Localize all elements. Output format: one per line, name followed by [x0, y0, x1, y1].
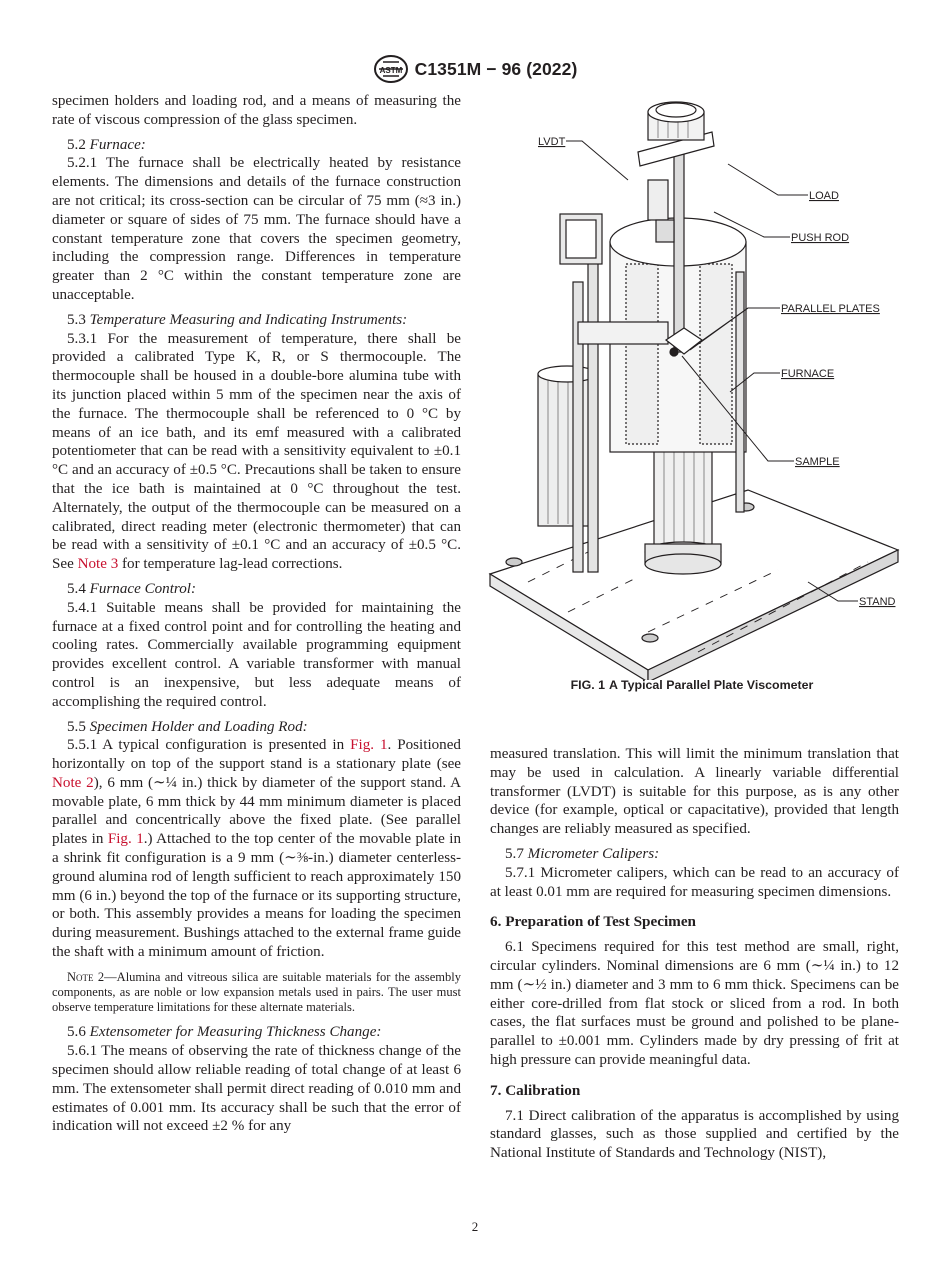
section-heading-5-4: 5.4 Furnace Control:: [67, 580, 196, 597]
astm-logo-icon: [373, 54, 409, 84]
label-load: LOAD: [809, 190, 839, 202]
label-stand: STAND: [859, 596, 896, 608]
left-column: [52, 92, 461, 1142]
viscometer-figure: [478, 92, 910, 680]
note-2-link[interactable]: Note 2: [52, 774, 94, 791]
heading-7: 7. Calibration: [490, 1081, 581, 1099]
page-header: [0, 52, 950, 86]
section-heading-5-7: 5.7 Micrometer Calipers:: [505, 845, 660, 862]
section-heading-5-3: 5.3 Temperature Measuring and Indicating Instruments:: [67, 311, 408, 328]
fig-1-link[interactable]: Fig. 1: [107, 831, 144, 848]
fig-1-link[interactable]: Fig. 1: [350, 737, 388, 754]
paragraph-5-3-1: 5.3.1 For the measurement of temperature, there shall be provided a calibrated Type K, R, or S thermocouple. The thermocouple shall be housed in a double-bore alumina tube with its junction placed within 5 mm of the specimen near the axis of the furnace. The thermocouple shall be referenced to 0 °C by means of an ice bath, and its emf measured with a calibrated potentiometer that can be read with a sensitivity equivalent to ±0.1 °C and an accuracy of ±0.5 °C. Precautions shall be taken to ensure that the ice bath is maintained at 0 °C throughout the test. Alternately, the output of the thermocouple can be measured on a calibrated, direct reading meter (electronic thermometer) that can be read with a sensitivity of ±0.1 °C and an accuracy of ±0.5 °C. See Note 3 for temperature lag-lead corrections.: [52, 330, 461, 573]
paragraph-5-6-1: 5.6.1 The means of observing the rate of thickness change of the specimen should allow reliable reading of total change of at least 6 mm. The extensometer shall permit direct reading of 0.010 mm and estimates of 0.001 mm. Its accuracy shall be such that the error of indication will not exceed ±2 % for any: [52, 1043, 461, 1135]
label-lvdt: LVDT: [538, 136, 566, 148]
label-push-rod: PUSH ROD: [791, 232, 850, 244]
paragraph-5-2-1: 5.2.1 The furnace shall be electrically heated by resistance elements. The dimensions and details of the furnace construction are not critical; its cross-section can be circular of 75 mm (≈3 in.) diameter or square of sides of 75 mm. The furnace should have a constant temperature zone that covers the specimen geometry, including the compression range. Differences in temperature greater than 2 °C within the constant temperature zone are unacceptable.: [52, 155, 461, 303]
paragraph-6-1: 6.1 Specimens required for this test method are small, right, circular cylinders. Nominal dimensions are 6 mm (∼¼ in.) to 12 mm (∼½ in.) diameter and 3 mm to 6 mm thick. Specimens can be either core-drilled from flat stock or sliced from a rod. In both cases, the flat surfaces must be ground and polished to be plane-parallel to ±0.001 mm. Cylinders made by dry pressing of frit at high pressure can provide meaningful data.: [490, 939, 899, 1068]
label-sample: SAMPLE: [795, 456, 840, 468]
label-furnace: FURNACE: [781, 368, 835, 380]
page-number: 2: [471, 1219, 479, 1234]
paragraph-5-4-1: 5.4.1 Suitable means shall be provided for maintaining the furnace at a fixed control point and for controlling the heating and cooling rates. Commercially available programming equipment provides excellent control. A variable transformer with manual control is an inexpensive, but less adequate means of accomplishing the required control.: [52, 599, 461, 710]
paragraph: specimen holders and loading rod, and a means of measuring the rate of viscous compression of the glass specimen.: [52, 93, 461, 128]
document-designation: C1351M − 96 (2022): [414, 58, 578, 79]
right-column: [490, 745, 899, 1169]
svg-text:ASTM: ASTM: [379, 66, 402, 75]
section-heading-5-6: 5.6 Extensometer for Measuring Thickness Change:: [67, 1024, 382, 1041]
note-2: Note 2—Alumina and vitreous silica are suitable materials for the assembly components, as are noble or low expansion metals used in pairs. The user must observe temperature limitations for these alternate materials.: [52, 969, 461, 1015]
paragraph-5-7-1: 5.7.1 Micrometer calipers, which can be read to an accuracy of at least 0.01 mm are required for measuring specimen dimensions.: [490, 864, 899, 900]
paragraph-7-1: 7.1 Direct calibration of the apparatus is accomplished by using standard glasses, such as those supplied and certified by the National Institute of Standards and Technology (NIST),: [490, 1107, 899, 1162]
paragraph-5-5-1: 5.5.1 A typical configuration is presented in Fig. 1. Positioned horizontally on top of the support stand is a stationary plate (see Note 2), 6 mm (∼¼ in.) thick by diameter of the support stand. A movable plate, 6 mm thick by 44 mm minimum diameter is placed parallel and concentrically above the fixed plate. (See parallel plates in Fig. 1.) Attached to the top center of the movable plate in a shrink fit configuration is a 9 mm (∼⅜-in.) diameter centerless-ground alumina rod of length sufficient to reach approximately 150 mm (6 in.) beyond the top of the furnace or its supporting structure, or both. This assembly provides a means for loading the specimen during measurement. Bushings attached to the external frame guide the shaft with a minimum amount of friction.: [52, 737, 461, 961]
section-heading-5-5: 5.5 Specimen Holder and Loading Rod:: [67, 718, 308, 735]
paragraph: measured translation. This will limit the minimum translation that may be used in calculation. A linearly variable differential transformer (LVDT) is suitable for this purpose, as is any other device (for example, optical or capacitative), provided that length changes are reliably measured as specified.: [490, 746, 899, 838]
section-heading-5-2: 5.2 Furnace:: [67, 136, 146, 153]
label-parallel-plates: PARALLEL PLATES: [781, 303, 880, 315]
note-3-link[interactable]: Note 3: [77, 556, 119, 573]
heading-6: 6. Preparation of Test Specimen: [490, 913, 697, 931]
figure-caption: FIG. 1 A Typical Parallel Plate Viscometer: [570, 678, 814, 692]
